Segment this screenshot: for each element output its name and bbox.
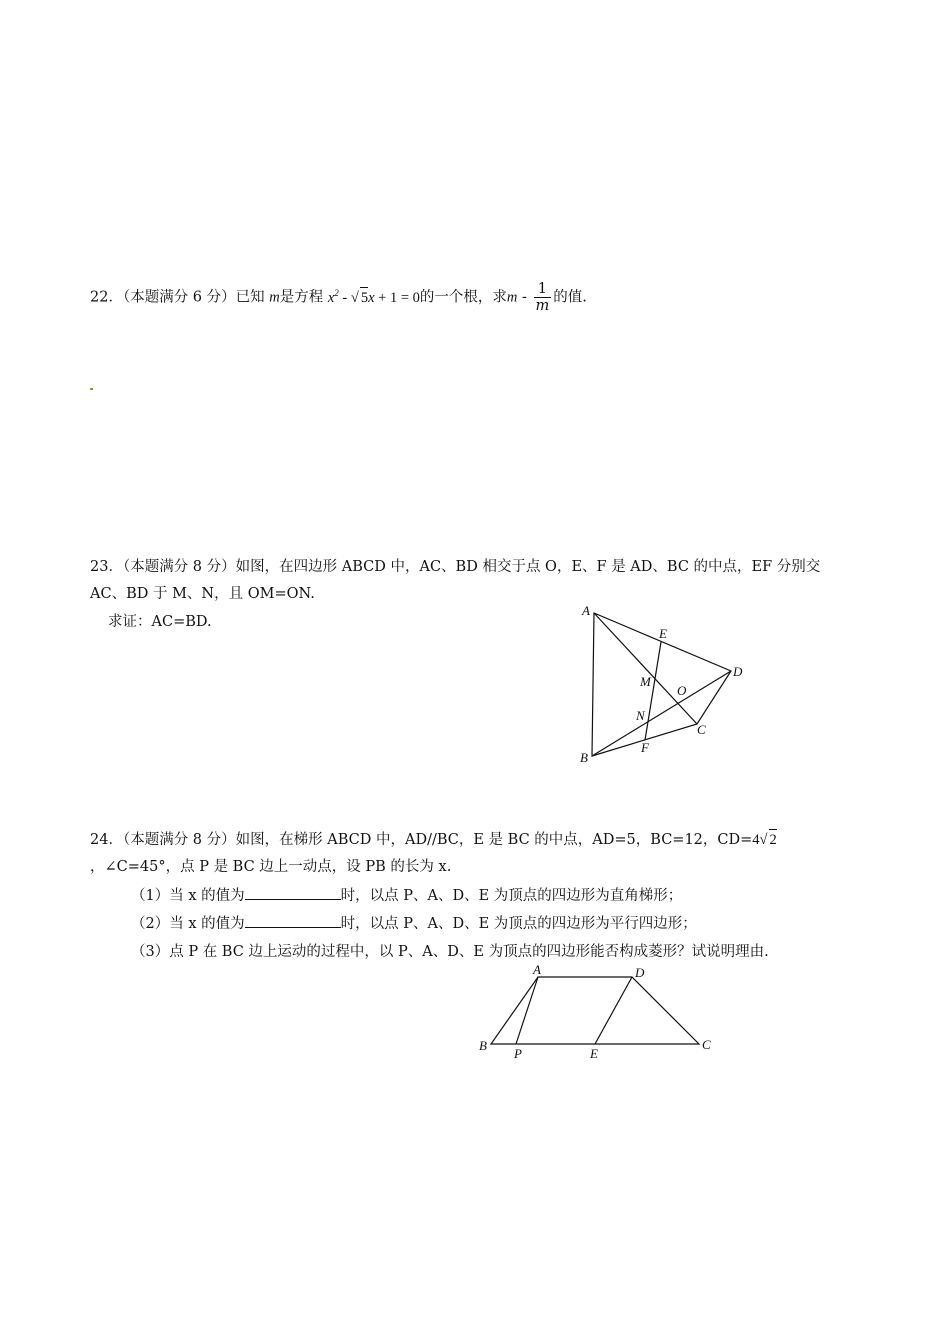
q22-text-2: 是方程 [279, 289, 324, 306]
label-B: B [479, 1038, 487, 1053]
segment-EF [645, 642, 661, 740]
q22-fraction: $\frac{1}{m}$ [535, 281, 550, 314]
q22-text-1: 已知 [235, 289, 265, 306]
q23-line-1 [90, 557, 820, 577]
q22-line: 22．（本题满分 6 分）已知 m是方程 $x^2$ - √ 5x + 1 = 0的一个根，求m - $\frac{1}{m}$ 的值. [90, 281, 587, 314]
label-N: N [636, 708, 645, 723]
q23-prove: 求证：AC=BD. [108, 614, 212, 630]
q23-figure [570, 600, 750, 770]
label-B: B [580, 750, 588, 765]
q22-number: 22． [90, 289, 123, 306]
label-A: A [533, 962, 541, 977]
diagonal-BD [592, 671, 731, 756]
segment-DE [595, 977, 632, 1044]
trapezoid-ABCD [491, 977, 699, 1044]
label-O: O [677, 683, 687, 698]
label-D: D [635, 965, 645, 980]
q24-sub-3: （3）点 P 在 BC 边上运动的过程中，以 P、A、D、E 为顶点的四边形能否构成菱形？试说明理由. [131, 944, 769, 960]
answer-blank-2[interactable] [245, 914, 341, 928]
q22-var-m2: m [506, 289, 518, 306]
q24-header: （本题满分 8 分） [122, 832, 236, 848]
q24-line-2: ，∠C=45°，点 P 是 BC 边上一动点，设 PB 的长为 x. [90, 859, 452, 875]
q24-sub-1: （1）当 x 的值为 时，以点 P、A、D、E 为顶点的四边形为直角梯形； [131, 888, 683, 904]
q22-var-m: m [269, 289, 280, 306]
label-C: C [702, 1037, 711, 1052]
label-E: E [659, 626, 667, 641]
label-A: A [582, 603, 590, 618]
q23-header: （本题满分 8 分） [122, 559, 236, 575]
q23-number: 23． [90, 559, 123, 575]
label-F: F [641, 740, 649, 755]
label-P: P [514, 1046, 522, 1061]
q22-header: （本题满分 6 分） [122, 289, 236, 306]
q24-figure [475, 962, 725, 1062]
q23-text-1: 如图，在四边形 ABCD 中，AC、BD 相交于点 O，E、F 是 AD、BC 的中点，EF 分别交 [235, 559, 821, 575]
q24-cd-value: 4√ 2 [752, 832, 776, 848]
q24-line-1 [90, 829, 777, 850]
label-C: C [697, 722, 706, 737]
stray-mark [90, 388, 93, 390]
label-M: M [640, 674, 651, 689]
segment-AP [516, 977, 538, 1044]
diagonal-AC [594, 613, 697, 724]
label-E: E [590, 1046, 598, 1061]
answer-blank-1[interactable] [245, 886, 341, 900]
q23-line-2: AC、BD 于 M、N，且 OM=ON. [90, 586, 315, 602]
label-D: D [733, 664, 743, 679]
q22-text-3: 的一个根，求 [419, 289, 507, 306]
q22-text-4: 的值. [553, 289, 587, 306]
q24-sub-2: （2）当 x 的值为 时，以点 P、A、D、E 为顶点的四边形为平行四边形； [131, 916, 697, 932]
q24-text-1: 如图，在梯形 ABCD 中，AD//BC，E 是 BC 的中点，AD=5，BC=12，CD= [235, 832, 753, 848]
q24-number: 24． [90, 832, 123, 848]
q22-equation: $x^2$ - √ 5x + 1 = 0 [327, 287, 420, 306]
